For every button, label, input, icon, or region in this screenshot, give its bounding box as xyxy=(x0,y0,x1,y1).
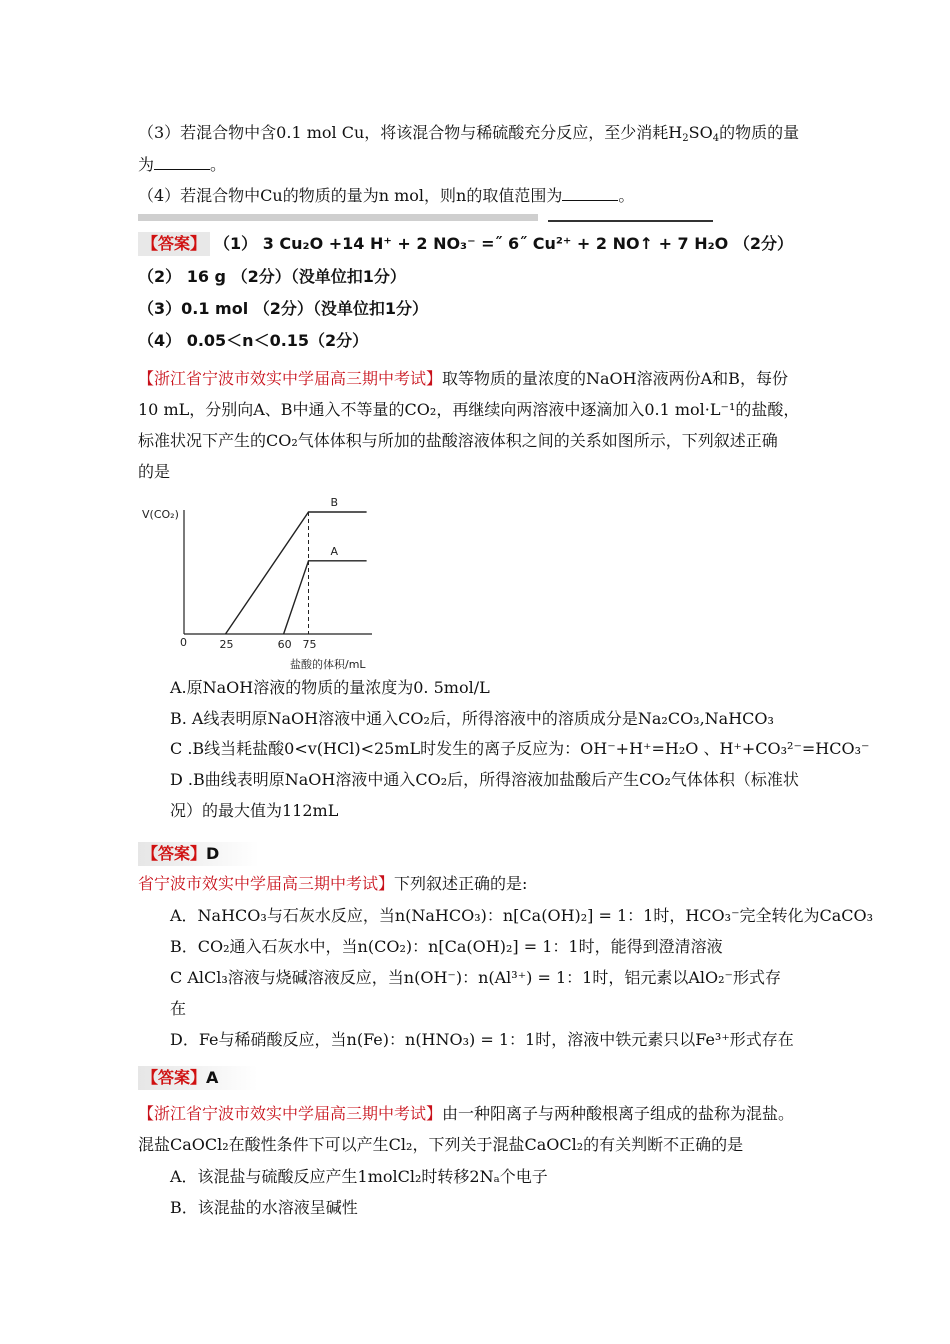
x-axis-label: 盐酸的体积/mL xyxy=(290,658,366,671)
q2-option-a: A．NaHCO₃与石灰水反应，当n(NaHCO₃)：n[Ca(OH)₂] = 1：1时，HCO₃⁻完全转化为CaCO₃ xyxy=(170,906,874,925)
answer-blank xyxy=(562,186,618,201)
q-prev-answer-4: （4） 0.05＜n＜0.15（2分） xyxy=(138,331,369,350)
q3-source: 【浙江省宁波市效实中学届高三期中考试】 xyxy=(138,1104,443,1123)
series-a-label: A xyxy=(330,544,339,558)
q-prev-answer-1: 【答案】 （1） 3 Cu₂O +14 H⁺ + 2 NO₃⁻ =˝ 6˝ Cu²⁺ + 2 NO↑ + 7 H₂O （2分） xyxy=(138,232,793,256)
q1-stem-line3: 标准状况下产生的CO₂气体体积与所加的盐酸溶液体积之间的关系如图所示，下列叙述正确 xyxy=(138,431,778,450)
q1-option-a: A.原NaOH溶液的物质的量浓度为0. 5mol/L xyxy=(170,678,490,697)
answer-tag: 【答案】 xyxy=(138,232,210,256)
x-tick-label: 25 xyxy=(219,638,234,651)
y-axis-label: V(CO₂) xyxy=(142,508,179,521)
q-prev-answer-2: （2） 16 g （2分）（没单位扣1分） xyxy=(138,267,406,286)
origin-label: 0 xyxy=(180,636,187,649)
series-b-label: B xyxy=(330,496,339,509)
q1-stem-line4: 的是 xyxy=(138,462,171,481)
q2-option-b: B．CO₂通入石灰水中，当n(CO₂)：n[Ca(OH)₂] = 1：1时，能得到澄清溶液 xyxy=(170,937,723,956)
q1-answer: 【答案】D xyxy=(138,842,259,866)
q2-stem: 省宁波市效实中学届高三期中考试】下列叙述正确的是: xyxy=(138,874,528,893)
series-a-line xyxy=(284,561,367,634)
scan-artifact xyxy=(138,214,718,226)
answer-blank xyxy=(154,155,210,170)
q2-source: 省宁波市效实中学届高三期中考试】 xyxy=(138,874,395,893)
answer-tag: 【答案】 xyxy=(142,1068,207,1087)
q2-option-c-cont: 在 xyxy=(170,999,187,1018)
q1-option-d: D .B曲线表明原NaOH溶液中通入CO₂后，所得溶液加盐酸后产生CO₂气体体积（标准状 xyxy=(170,770,799,789)
q-prev-item4: （4）若混合物中Cu的物质的量为n mol，则n的取值范围为 。 xyxy=(138,186,635,205)
q3-option-b: B．该混盐的水溶液呈碱性 xyxy=(170,1198,358,1217)
series-b-line xyxy=(226,512,367,634)
q1-source: 【浙江省宁波市效实中学届高三期中考试】 xyxy=(138,369,443,388)
q-prev-item3-cont: 为 。 xyxy=(138,155,227,174)
q3-stem-line1: 【浙江省宁波市效实中学届高三期中考试】由一种阳离子与两种酸根离子组成的盐称为混盐。 xyxy=(138,1104,795,1123)
q2-option-d: D．Fe与稀硝酸反应，当n(Fe)：n(HNO₃) = 1：1时，溶液中铁元素只以Fe³⁺形式存在 xyxy=(170,1030,794,1049)
co2-volume-chart xyxy=(140,496,410,676)
q1-stem-line2: 10 mL，分别向A、B中通入不等量的CO₂，再继续向两溶液中逐滴加入0.1 mol·L⁻¹的盐酸， xyxy=(138,400,800,419)
x-tick-label: 60 xyxy=(277,638,292,651)
q1-option-b: B. A线表明原NaOH溶液中通入CO₂后，所得溶液中的溶质成分是Na₂CO₃,NaHCO₃ xyxy=(170,709,774,728)
q-prev-item3: （3）若混合物中含0.1 mol Cu，将该混合物与稀硫酸充分反应，至少消耗$H_2SO_4$的物质的量 xyxy=(138,123,800,144)
q1-option-d-cont: 况）的最大值为112mL xyxy=(170,801,339,820)
q3-option-a: A．该混盐与硫酸反应产生1molCl₂时转移2Nₐ个电子 xyxy=(170,1167,548,1186)
q3-stem-line2: 混盐CaOCl₂在酸性条件下可以产生Cl₂，下列关于混盐CaOCl₂的有关判断不正确的是 xyxy=(138,1135,744,1154)
q2-option-c: C AlCl₃溶液与烧碱溶液反应，当n(OH⁻)：n(Al³⁺) = 1：1时，铝元素以AlO₂⁻形式存 xyxy=(170,968,781,987)
answer-tag: 【答案】 xyxy=(142,844,207,863)
q2-answer: 【答案】A xyxy=(138,1066,258,1090)
q1-option-c: C .B线当耗盐酸0<v(HCl)<25mL时发生的离子反应为：OH⁻+H⁺=H₂O 、H⁺+CO₃²⁻=HCO₃⁻ xyxy=(170,739,870,758)
x-tick-label: 75 xyxy=(302,638,317,651)
q-prev-answer-3: （3）0.1 mol （2分）（没单位扣1分） xyxy=(138,299,429,318)
q1-stem-line1: 【浙江省宁波市效实中学届高三期中考试】取等物质的量浓度的NaOH溶液两份A和B，每份 xyxy=(138,369,788,388)
